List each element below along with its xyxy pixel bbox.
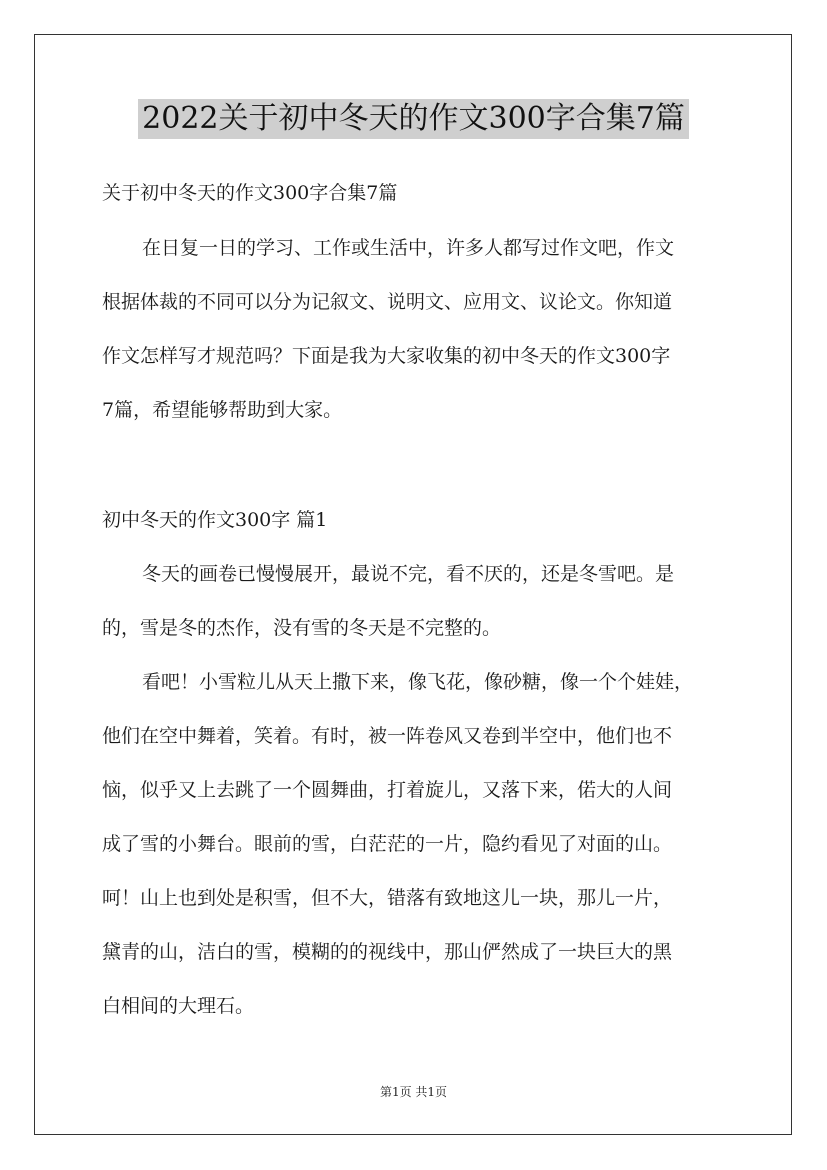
paragraph2-line-1: 看吧！小雪粒儿从天上撒下来，像飞花，像砂糖，像一个个娃娃，: [142, 671, 694, 693]
page-footer: 第1页 共1页: [379, 1085, 448, 1099]
paragraph2-line-5: 呵！山上也到处是积雪，但不大，错落有致地这儿一块，那儿一片，: [102, 887, 673, 909]
paragraph1-line-1: 冬天的画卷已慢慢展开，最说不完，看不厌的，还是冬雪吧。是: [142, 563, 675, 585]
paragraph1-line-2: 的，雪是冬的杰作，没有雪的冬天是不完整的。: [102, 617, 502, 639]
paragraph2-line-2: 他们在空中舞着，笑着。有时，被一阵卷风又卷到半空中，他们也不: [102, 725, 673, 747]
intro-line-2: 根据体裁的不同可以分为记叙文、说明文、应用文、议论文。你知道: [102, 291, 673, 313]
paragraph2-line-6: 黛青的山，洁白的雪，模糊的的视线中，那山俨然成了一块巨大的黑: [102, 941, 673, 963]
intro-line-4: 7篇，希望能够帮助到大家。: [102, 399, 343, 421]
paragraph2-line-7: 白相间的大理石。: [102, 995, 255, 1017]
intro-line-1: 在日复一日的学习、工作或生活中，许多人都写过作文吧，作文: [142, 237, 675, 259]
document-title: 2022关于初中冬天的作文300字合集7篇: [138, 99, 689, 139]
intro-line-3: 作文怎样写才规范吗？下面是我为大家收集的初中冬天的作文300字: [102, 345, 671, 367]
title-container: [0, 99, 827, 139]
paragraph2-line-3: 恼，似乎又上去跳了一个圆舞曲，打着旋儿，又落下来，偌大的人间: [102, 779, 673, 801]
paragraph2-line-4: 成了雪的小舞台。眼前的雪，白茫茫的一片，隐约看见了对面的山。: [102, 833, 673, 855]
section-heading: 初中冬天的作文300字 篇1: [102, 509, 328, 531]
document-subtitle: 关于初中冬天的作文300字合集7篇: [102, 182, 398, 204]
